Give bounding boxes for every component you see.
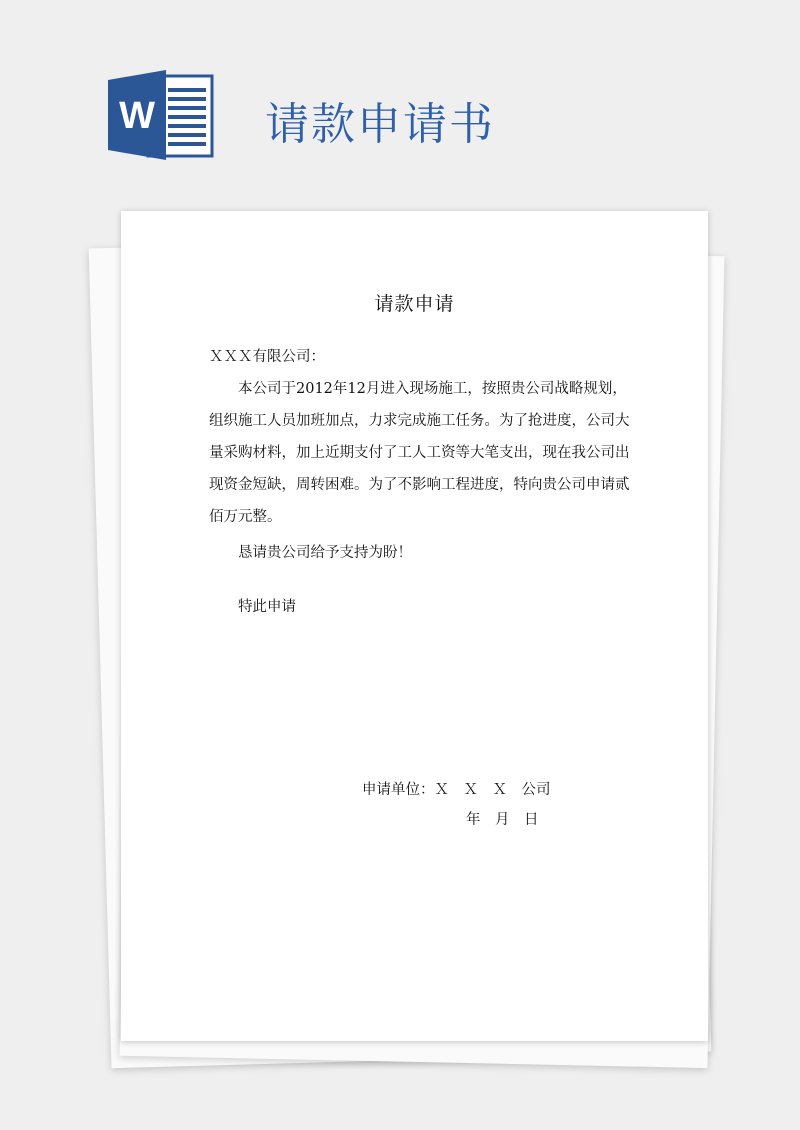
document-title: 请款申请 <box>374 293 455 315</box>
document-body <box>209 346 637 623</box>
date-line: 年 月 日 <box>466 812 539 828</box>
request-line: 恳请贵公司给予支持为盼！ <box>238 545 412 561</box>
salutation: ＸＸＸ有限公司： <box>209 349 325 365</box>
closing-line: 特此申请 <box>238 599 296 615</box>
document-page <box>121 211 708 1041</box>
body-paragraph: 本公司于2012年12月进入现场施工，按照贵公司战略规划，组织施工人员加班加点，力求完成施工任务。为了抢进度，公司大量采购材料，加上近期支付了工人工资等大笔支出，现在我公司出现资金短缺，周转困难。为了不影响工程进度，特向贵公司申请贰佰万元整。 <box>209 381 630 525</box>
page-title: 请款申请书 <box>265 99 495 150</box>
word-document-icon <box>108 70 216 160</box>
signer-line: 申请单位：Ｘ Ｘ Ｘ 公司 <box>362 782 551 798</box>
word-icon-letter: W <box>119 95 155 137</box>
